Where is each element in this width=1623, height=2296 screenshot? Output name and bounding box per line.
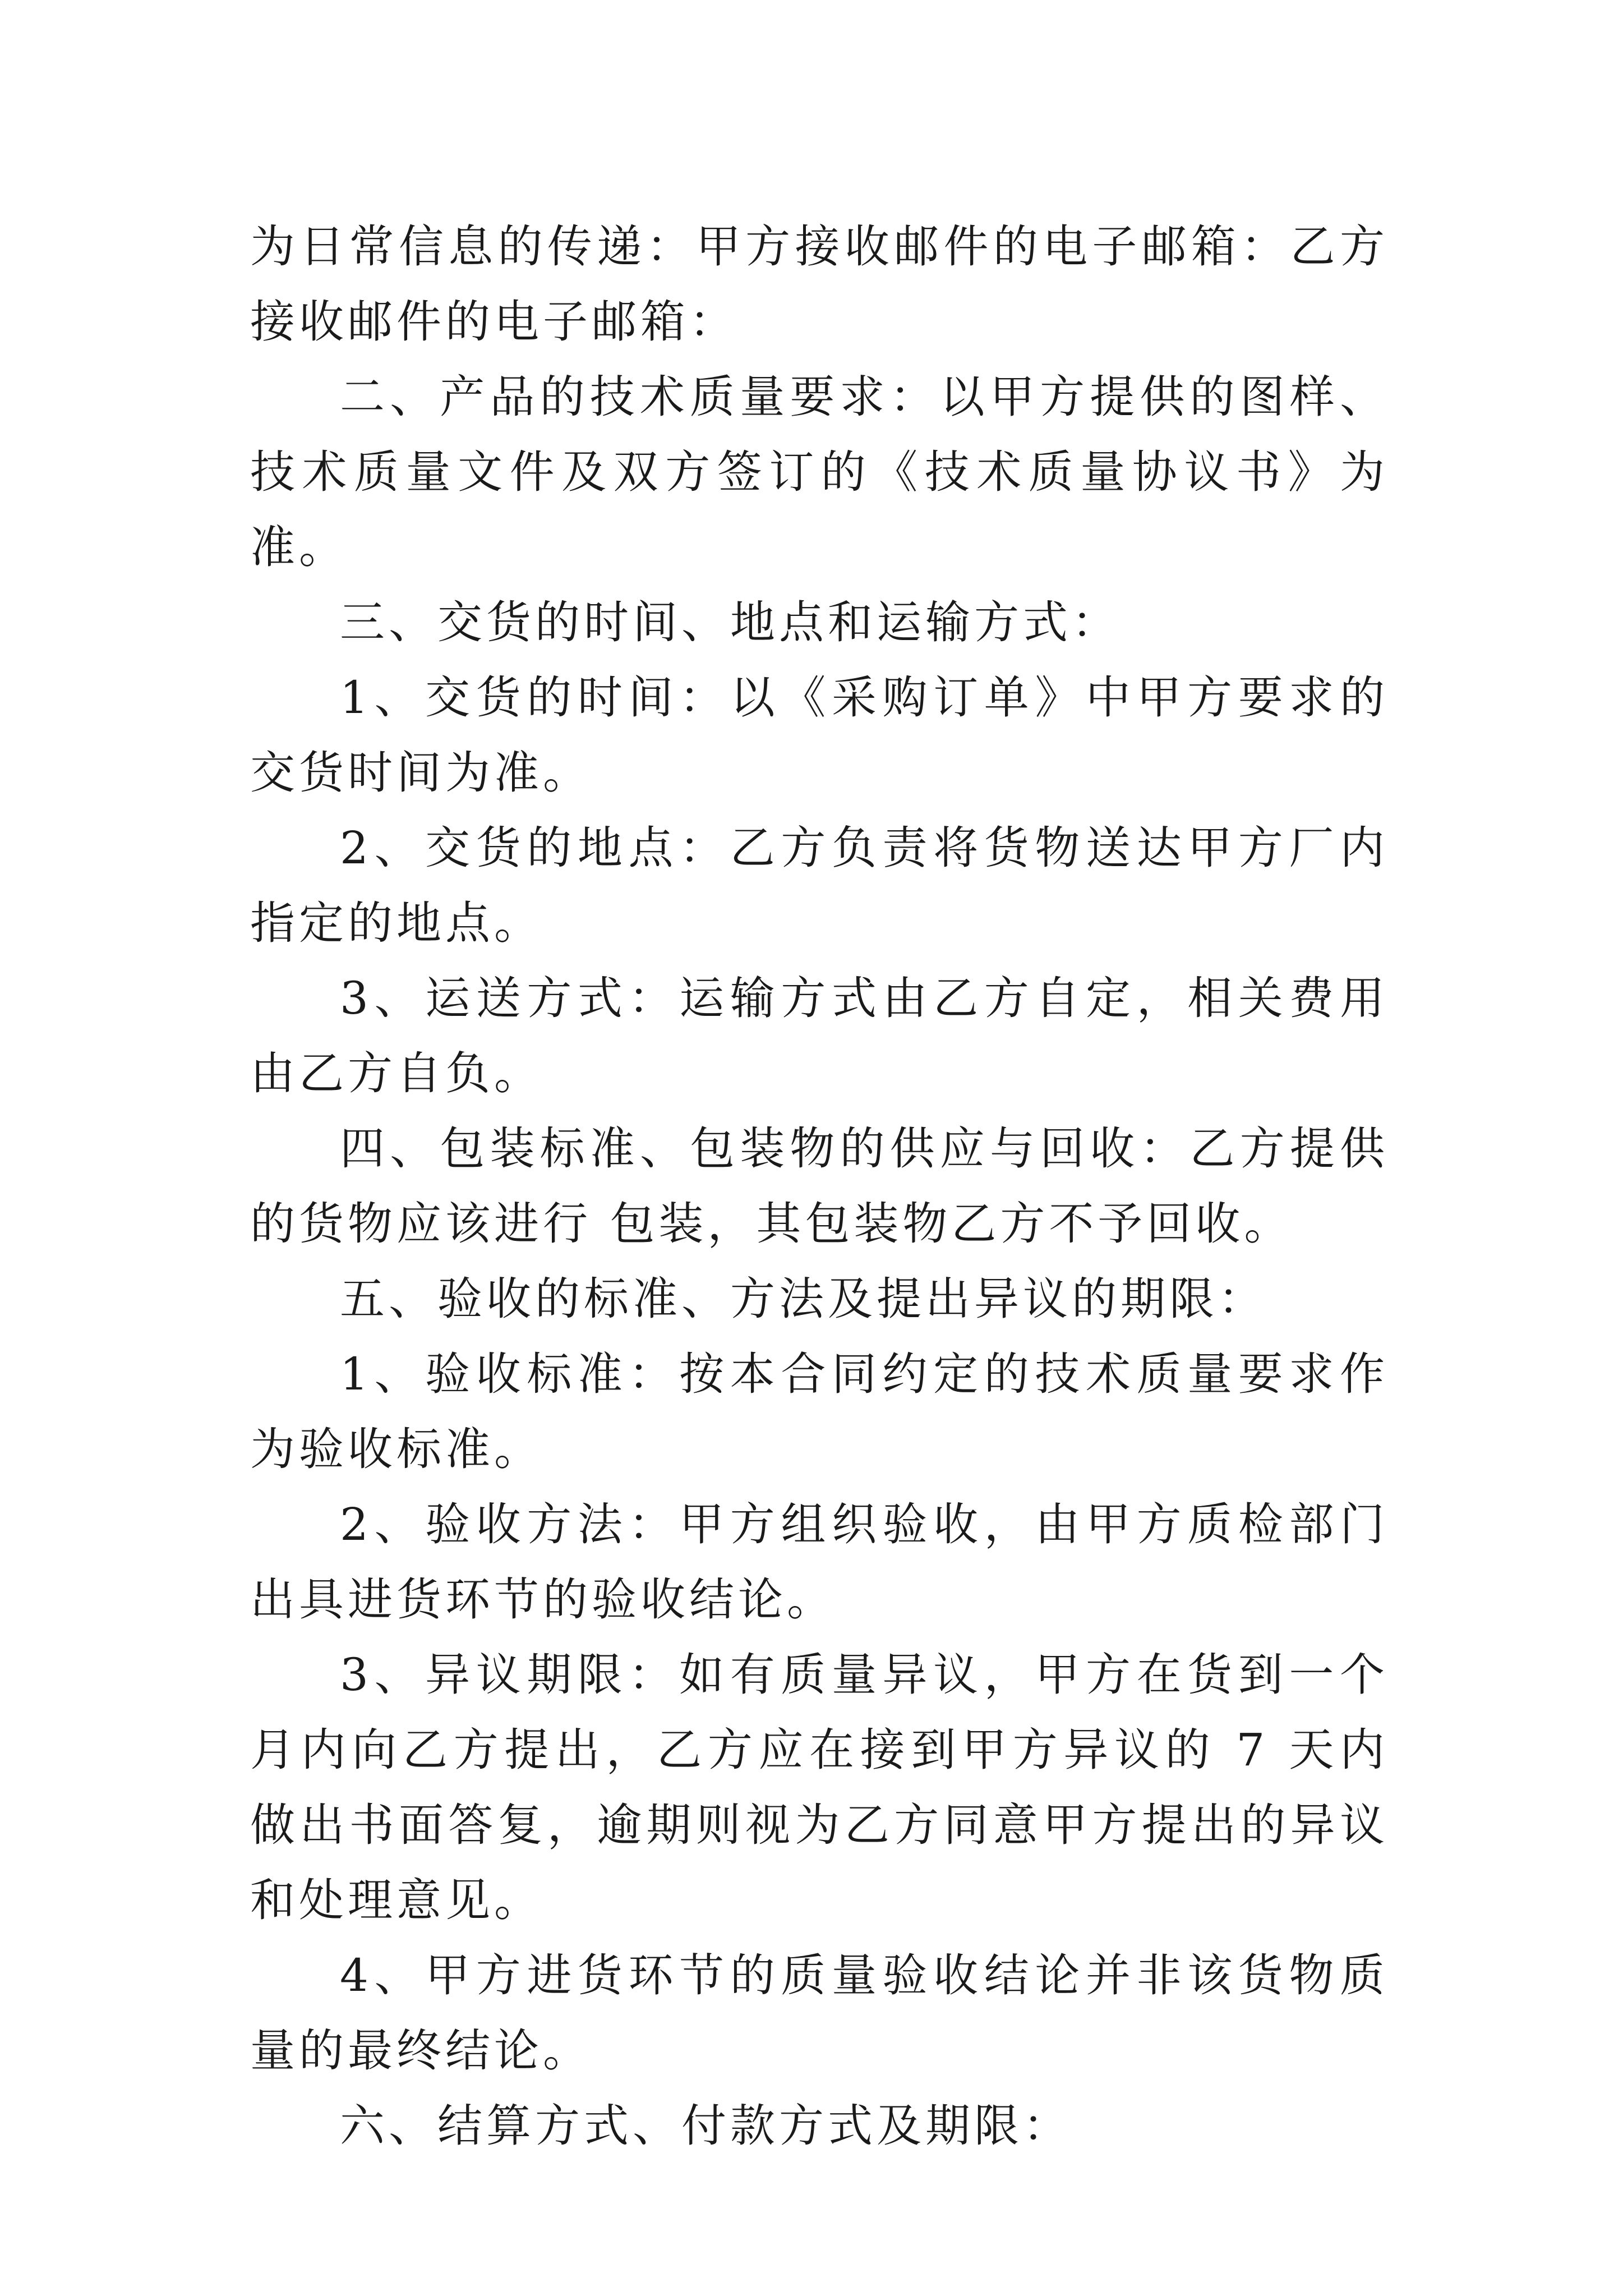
paragraph-delivery-location: 2、交货的地点：乙方负责将货物送达甲方厂内指定的地点。 — [250, 822, 1389, 949]
paragraph-acceptance-conclusion: 4、甲方进货环节的质量验收结论并非该货物质量的最终结论。 — [250, 1949, 1389, 2077]
paragraph-delivery-time: 1、交货的时间：以《采购订单》中甲方要求的交货时间为准。 — [250, 671, 1389, 799]
paragraph-email-info: 为日常信息的传递：甲方接收邮件的电子邮箱：乙方接收邮件的电子邮箱： — [250, 220, 1389, 348]
paragraph-acceptance-standard: 1、验收标准：按本合同约定的技术质量要求作为验收标准。 — [250, 1348, 1389, 1475]
paragraph-transport-method: 3、运送方式：运输方式由乙方自定，相关费用由乙方自负。 — [250, 972, 1389, 1099]
paragraph-acceptance-method: 2、验收方法：甲方组织验收，由甲方质检部门出具进货环节的验收结论。 — [250, 1498, 1389, 1626]
paragraph-objection-period: 3、异议期限：如有质量异议，甲方在货到一个月内向乙方提出，乙方应在接到甲方异议的 7 天内做出书面答复，逾期则视为乙方同意甲方提出的异议和处理意见。 — [250, 1649, 1389, 1926]
paragraph-section-5-heading: 五、验收的标准、方法及提出异议的期限： — [340, 1273, 1267, 1325]
paragraph-section-3-heading: 三、交货的时间、地点和运输方式： — [340, 596, 1121, 648]
paragraph-section-4-packaging: 四、包装标准、包装物的供应与回收：乙方提供的货物应该进行 包装，其包装物乙方不予回收。 — [250, 1122, 1389, 1250]
document-body — [250, 209, 1389, 2164]
paragraph-section-2-quality: 二、产品的技术质量要求：以甲方提供的图样、技术质量文件及双方签订的《技术质量协议书》为准。 — [250, 371, 1389, 573]
paragraph-section-6-heading: 六、结算方式、付款方式及期限： — [340, 2100, 1072, 2152]
